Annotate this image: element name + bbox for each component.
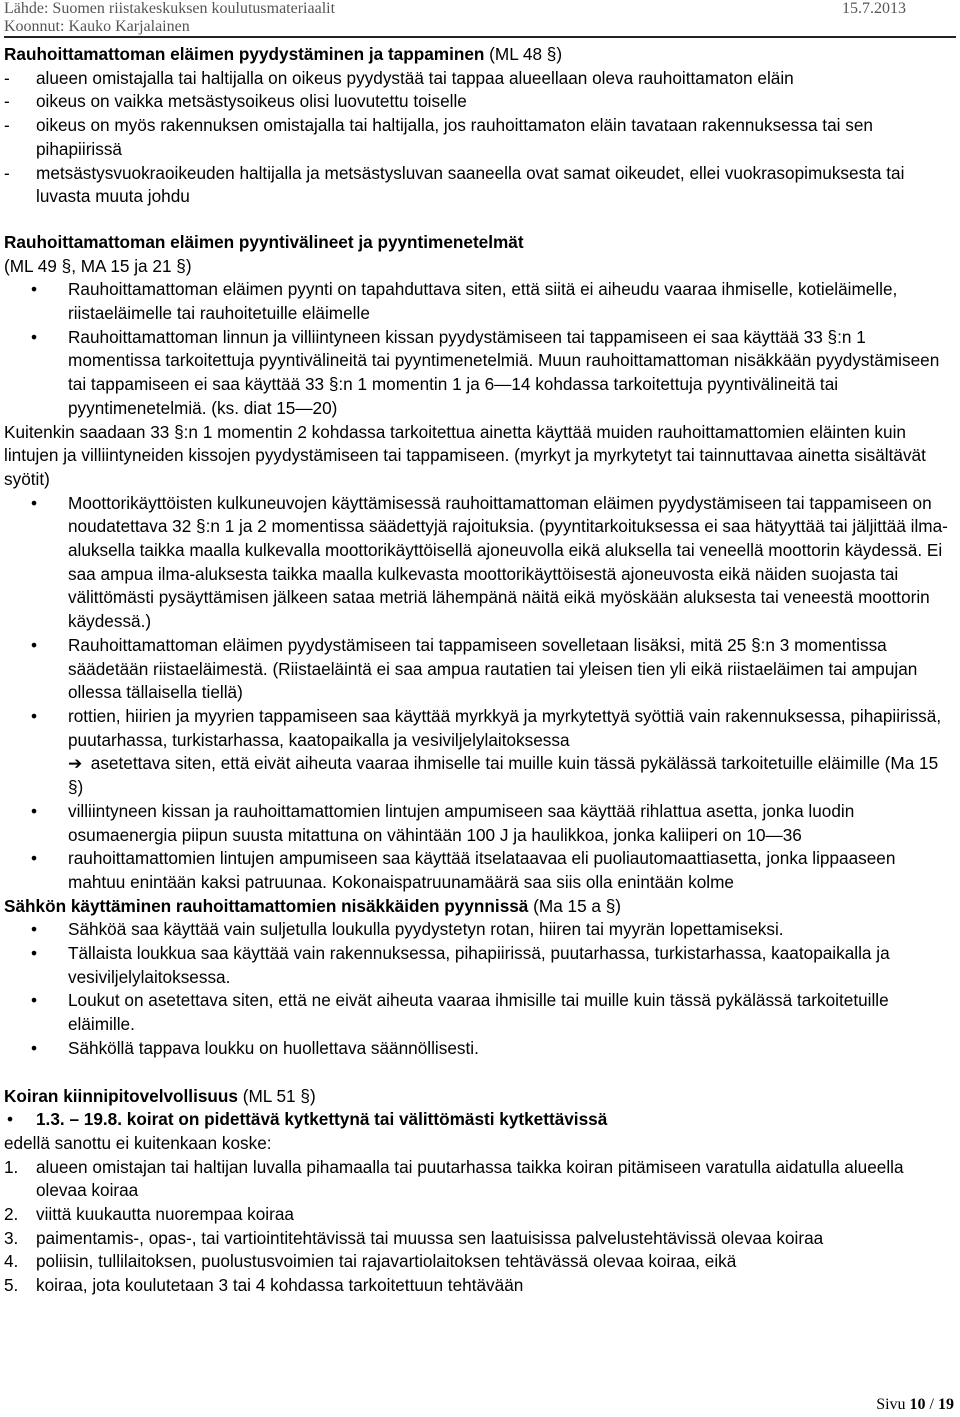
item-number: 4. — [4, 1251, 19, 1272]
page-total: 19 — [938, 1396, 954, 1413]
spacer — [4, 209, 956, 231]
page-current: 10 — [909, 1396, 926, 1413]
list-item-text: viittä kuukautta nuorempaa koiraa — [36, 1204, 294, 1225]
list-item-text: Rauhoittamattoman linnun ja villiintyneen kissan pyydystämiseen tai tappamiseen ei saa käyttää 33 §:n 1 momentissa tarkoitettuja pyyntivälineitä tai pyyntimenetelmiä. Muun rauhoittamattoman nisäkkään pyydystämiseen tai tappamiseen ei saa käyttää 33 §:n 1 momentin 1 ja 6—14 kohdassa tarkoitettuja pyyntivälineitä tai pyyntimenetelmiä. (ks. diat 15—20) — [68, 326, 940, 418]
list-item — [4, 1108, 956, 1132]
section-heading-pyyntivalineet: Rauhoittamattoman eläimen pyyntivälineet ja pyyntimenetelmät — [4, 231, 524, 252]
list-item-text: poliisin, tullilaitoksen, puolustusvoimien tai rajavartiolaitoksen tehtävässä olevaa koiraa, eikä — [36, 1251, 737, 1272]
section-ref: (ML 51 §) — [237, 1085, 316, 1106]
list-item — [4, 162, 956, 209]
bullet-marker: • — [31, 326, 38, 347]
numbered-item — [4, 1203, 956, 1227]
bullet-marker: • — [31, 634, 38, 655]
document-body — [4, 43, 956, 1298]
list-item — [4, 800, 956, 847]
list-item-text: Sähköllä tappava loukku on huollettava säännöllisesti. — [68, 1037, 479, 1058]
spacer — [4, 1061, 956, 1085]
section-heading-rauhoittamaton-pyydystaminen — [4, 43, 956, 67]
list-item — [4, 114, 956, 161]
list-item-text: koiraa, jota koulutetaan 3 tai 4 kohdassa tarkoitettuun tehtävään — [36, 1275, 524, 1296]
list-item-text: metsästysvuokraoikeuden haltijalla ja metsästysluvan saaneella ovat samat oikeudet, ellei vuokrasopimuksesta tai luvasta muuta johdu — [36, 162, 905, 207]
list-item-text: Sähköä saa käyttää vain suljetulla loukulla pyydystetyn rotan, hiiren tai myyrän lopettamiseksi. — [68, 919, 784, 940]
bullet-marker: • — [31, 919, 38, 940]
item-number: 1. — [4, 1156, 19, 1177]
section-title: Rauhoittamattoman eläimen pyydystäminen ja tappaminen — [4, 44, 485, 64]
list-item-text: alueen omistajalla tai haltijalla on oikeus pyydystää tai tappaa alueellaan oleva rauhoittamaton eläin — [36, 67, 794, 88]
list-item-text: alueen omistajan tai haltijan luvalla pihamaalla tai puutarhassa taikka koiran pitämiseen varatulla aidatulla alueella olevaa koiraa — [36, 1156, 904, 1201]
list-item — [4, 492, 956, 634]
header-compiler: Koonnut: Kauko Karjalainen — [4, 18, 190, 35]
bullet-marker: • — [31, 990, 38, 1011]
page-label: Sivu — [876, 1396, 910, 1413]
section-ref: (ML 48 §) — [484, 44, 563, 64]
header-date: 15.7.2013 — [842, 0, 906, 17]
section-heading-koira — [4, 1085, 956, 1109]
list-item-text: rauhoittamattomien lintujen ampumiseen saa käyttää itselataavaa eli puoliautomaattiasetta, jonka lippaaseen mahtuu enintään kaksi patruunaa. Kokonaispatruunamäärä saa siis olla enintään kolme — [68, 848, 896, 892]
bullet-marker: • — [31, 492, 38, 513]
list-item-text: asetettava siten, että eivät aiheuta vaaraa ihmiselle tai muille kuin tässä pykälässä tarkoitetuille eläimille (Ma 15 §) — [68, 753, 939, 798]
item-number: 5. — [4, 1275, 19, 1296]
dash-marker: - — [4, 67, 10, 88]
numbered-item — [4, 1274, 956, 1298]
dash-marker: - — [4, 91, 10, 112]
numbered-item — [4, 1156, 956, 1203]
section-title: Koiran kiinnipitovelvollisuus — [4, 1085, 238, 1106]
paragraph-intro: edellä sanottu ei kuitenkaan koske: — [4, 1132, 272, 1153]
list-item-text: oikeus on vaikka metsästysoikeus olisi luovutettu toiselle — [36, 91, 467, 112]
list-item — [4, 90, 956, 114]
list-item-text: villiintyneen kissan ja rauhoittamattomien lintujen ampumiseen saa käyttää rihlattua asetta, jonka luodin osumaenergia piipun suusta mitattuna on vähintään 100 J ja haulikkoa, jonka kaliiperi on 10—36 — [68, 800, 855, 845]
arrow-right-icon: ➔ — [68, 753, 83, 774]
list-item — [4, 989, 956, 1036]
numbered-item — [4, 1227, 956, 1251]
list-item — [4, 705, 956, 800]
item-number: 3. — [4, 1227, 19, 1248]
header-source: Lähde: Suomen riistakeskuksen koulutusmateriaalit — [4, 0, 336, 17]
list-item — [4, 67, 956, 91]
bullet-marker: • — [31, 1037, 38, 1058]
list-item-text: Rauhoittamattoman eläimen pyydystämiseen tai tappamiseen sovelletaan lisäksi, mitä 25 §:n 3 momentissa säädetään riistaeläimestä. (Riistaeläintä ei saa ampua rautatien tai yleisen tien yli eikä riistaeläimen tai ampujan ollessa tällaisella tiellä) — [68, 634, 918, 703]
list-item-text: paimentamis-, opas-, tai vartiointitehtävissä tai muussa sen laatuisissa palvelustehtävissä olevaa koiraa — [36, 1227, 824, 1248]
list-item — [4, 1037, 956, 1061]
page-footer — [876, 1396, 954, 1414]
list-item-text: Loukut on asetettava siten, että ne eivät aiheuta vaaraa ihmisille tai muille kuin tässä pykälässä tarkoitetuille eläimille. — [68, 990, 889, 1035]
bullet-marker: • — [31, 848, 38, 869]
bullet-marker: • — [31, 943, 38, 964]
bullet-marker: • — [31, 800, 38, 821]
list-item — [4, 942, 956, 989]
section-title: Sähkön käyttäminen rauhoittamattomien nisäkkäiden pyynnissä — [4, 895, 529, 916]
list-item — [4, 326, 956, 421]
list-item — [4, 634, 956, 705]
list-item-text: Rauhoittamattoman eläimen pyynti on tapahduttava siten, että siitä ei aiheudu vaaraa ihmiselle, kotieläimelle, riistaeläimelle tai rauhoitetuille eläimelle — [68, 279, 898, 324]
paragraph-myrkyt: Kuitenkin saadaan 33 §:n 1 momentin 2 kohdassa tarkoitettua ainetta käyttää muiden rauhoittamattomien eläinten kuin lintujen ja villiintyneiden kissojen pyydystämiseen tai tappamiseen. (myrkyt ja myrkytetyt tai tainnuttavaa ainetta sisältävät syötit) — [4, 421, 926, 489]
bullet-marker: • — [7, 1109, 14, 1130]
list-item — [4, 847, 956, 894]
list-item-text: Tällaista loukkua saa käyttää vain rakennuksessa, pihapiirissä, puutarhassa, turkistarhassa, kaatopaikalla ja vesiviljelylaitoksessa. — [68, 943, 890, 987]
section-ref: (ML 49 §, MA 15 ja 21 §) — [4, 255, 192, 276]
list-item — [4, 918, 956, 942]
list-item-text: rottien, hiirien ja myyrien tappamiseen saa käyttää myrkkyä ja myrkytettyä syöttiä vain rakennuksessa, pihapiirissä, puutarhassa, turkistarhassa, kaatopaikalla ja vesiviljelylaitoksessa — [68, 705, 942, 750]
bullet-marker: • — [31, 705, 38, 726]
bullet-marker: • — [31, 279, 38, 300]
item-number: 2. — [4, 1204, 19, 1225]
dash-marker: - — [4, 115, 10, 136]
numbered-item — [4, 1250, 956, 1274]
section-heading-sahko — [4, 895, 956, 919]
section-ref: (Ma 15 a §) — [528, 895, 622, 916]
dash-marker: - — [4, 162, 10, 183]
list-item — [4, 278, 956, 325]
header-divider — [4, 36, 956, 38]
list-item-text: 1.3. – 19.8. koirat on pidettävä kytkettynä tai välittömästi kytkettävissä — [36, 1109, 608, 1130]
list-item-text: oikeus on myös rakennuksen omistajalla tai haltijalla, jos rauhoittamaton eläin tavataan rakennuksessa tai sen pihapiirissä — [36, 115, 873, 159]
page-header — [4, 0, 956, 46]
list-item-text: Moottorikäyttöisten kulkuneuvojen käyttämisessä rauhoittamattoman eläimen pyydystämiseen tai tappamiseen on noudatettava 32 §:n 1 ja 2 momentissa säädettyjä rajoituksia. (pyyntitarkoituksessa ei saa hätyyttää tai jäljittää ilma-aluksella taikka maalla kulkevalla moottorikäyttöisellä ajoneuvolla eikä aluksella tai veneellä moottorin käydessä. Ei saa ampua ilma-aluksesta taikka maalla kulkevasta moottorikäyttöisestä ajoneuvosta eikä näiden suojasta tai välittömästi pysäyttämisen jälkeen sataa metriä lähempänä näitä eikä myöskään aluksesta tai veneestä moottorin käydessä.) — [68, 492, 948, 632]
page-separator: / — [925, 1396, 938, 1413]
